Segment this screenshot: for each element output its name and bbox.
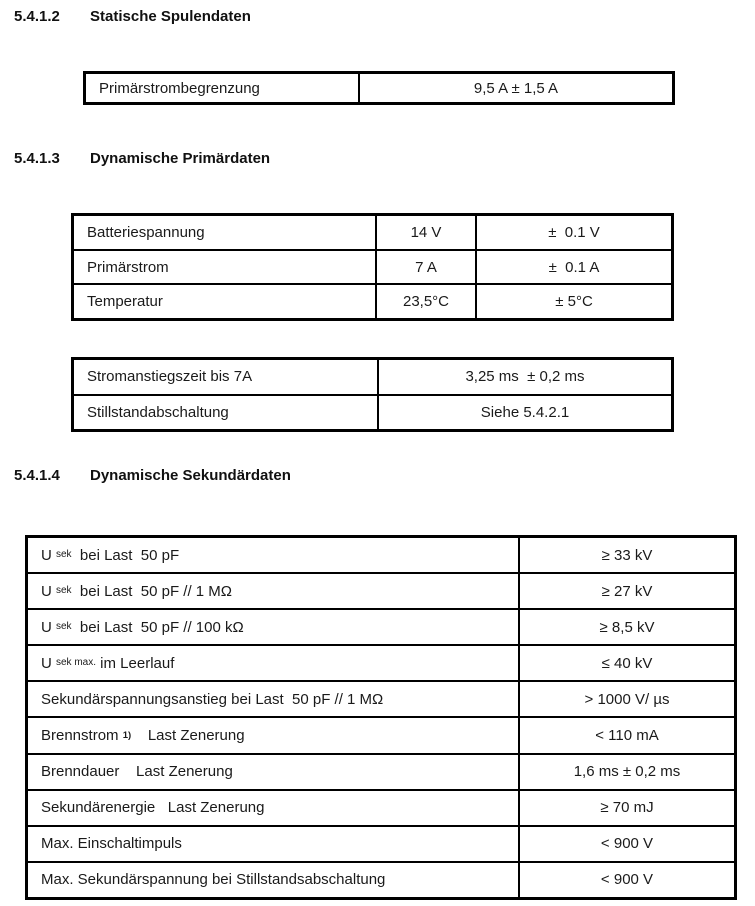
row-value: ≤ 40 kV: [518, 646, 734, 680]
table-row: [28, 538, 734, 572]
row-label: Sekundärenergie Last Zenerung: [41, 799, 265, 817]
table-row: [74, 283, 671, 318]
section-heading-static-coil-data: [14, 8, 251, 25]
row-value: 14 V: [375, 216, 475, 249]
table-row: [28, 572, 734, 608]
row-value: < 110 mA: [518, 718, 734, 752]
row-value: ≥ 8,5 kV: [518, 610, 734, 644]
row-value: > 1000 V/ µs: [518, 682, 734, 716]
row-tolerance: ± 5°C: [475, 285, 671, 318]
section-number: 5.4.1.3: [14, 150, 60, 167]
row-label: Primärstrombegrenzung: [99, 79, 260, 97]
row-value: < 900 V: [518, 827, 734, 861]
row-label: U sek bei Last 50 pF // 1 MΩ: [41, 582, 233, 600]
row-value: 1,6 ms ± 0,2 ms: [518, 755, 734, 789]
row-tolerance: ± 0.1 A: [475, 251, 671, 284]
row-label: U sek bei Last 50 pF // 100 kΩ: [41, 618, 244, 636]
row-label: Max. Einschaltimpuls: [41, 835, 182, 853]
row-label: Max. Sekundärspannung bei Stillstandsabschaltung: [41, 871, 386, 889]
table-row: [28, 644, 734, 680]
row-value: ≥ 70 mJ: [518, 791, 734, 825]
table-row: [28, 789, 734, 825]
table-row: [28, 716, 734, 752]
section-heading-dynamic-primary-data: [14, 150, 270, 167]
table-row: [28, 861, 734, 897]
row-value: Siehe 5.4.2.1: [377, 396, 671, 430]
section-title: Statische Spulendaten: [90, 8, 251, 25]
section-number: 5.4.1.2: [14, 8, 60, 25]
table-row: [28, 680, 734, 716]
dynamic-secondary-data-table: [25, 535, 737, 900]
table-row: [28, 825, 734, 861]
timing-data-table: [71, 357, 674, 432]
row-label: Batteriespannung: [87, 223, 205, 241]
table-row: [28, 608, 734, 644]
row-label: U sek max. im Leerlauf: [41, 654, 175, 672]
row-label: Stromanstiegszeit bis 7A: [87, 368, 253, 386]
table-row: [74, 394, 671, 430]
section-heading-dynamic-secondary-data: [14, 467, 291, 484]
row-value: < 900 V: [518, 863, 734, 897]
row-tolerance: ± 0.1 V: [475, 216, 671, 249]
table-row: [74, 249, 671, 284]
table-row: [28, 753, 734, 789]
dynamic-primary-data-table: [71, 213, 674, 321]
section-number: 5.4.1.4: [14, 467, 60, 484]
row-value: ≥ 27 kV: [518, 574, 734, 608]
row-value: ≥ 33 kV: [518, 538, 734, 572]
static-coil-data-table: [83, 71, 675, 105]
row-value: 23,5°C: [375, 285, 475, 318]
table-row: [86, 74, 672, 102]
row-value: 7 A: [375, 251, 475, 284]
row-label: U sek bei Last 50 pF: [41, 546, 180, 564]
section-title: Dynamische Sekundärdaten: [90, 467, 291, 484]
row-label: Temperatur: [87, 293, 163, 311]
section-title: Dynamische Primärdaten: [90, 150, 271, 167]
row-label: Stillstandabschaltung: [87, 403, 229, 421]
row-label: Sekundärspannungsanstieg bei Last 50 pF // 1 MΩ: [41, 690, 384, 708]
row-label: Primärstrom: [87, 258, 169, 276]
row-label: Brenndauer Last Zenerung: [41, 763, 233, 781]
table-row: [74, 216, 671, 249]
row-value: 3,25 ms ± 0,2 ms: [377, 360, 671, 394]
table-row: [74, 360, 671, 394]
row-value: 9,5 A ± 1,5 A: [358, 74, 672, 102]
row-label: Brennstrom 1) Last Zenerung: [41, 727, 245, 745]
